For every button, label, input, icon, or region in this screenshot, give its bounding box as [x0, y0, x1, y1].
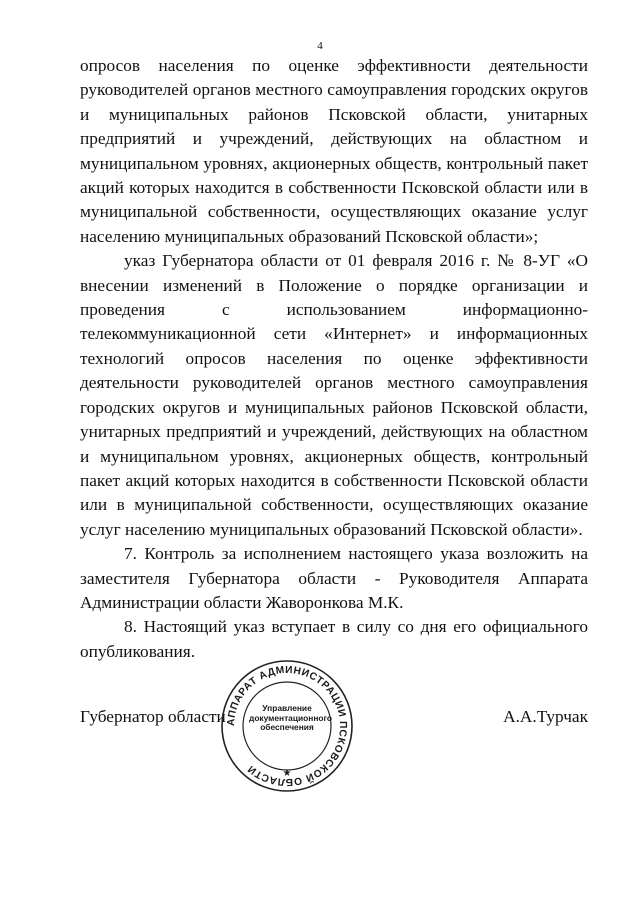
- document-body: [80, 54, 588, 664]
- stamp-ring-text: АППАРАТ АДМИНИСТРАЦИИ ПСКОВСКОЙ ОБЛАСТИ: [225, 664, 349, 788]
- paragraph-decree-reference: указ Губернатора области от 01 февраля 2016 г. № 8-УГ «О внесении изменений в Положение о порядке организации и проведения с использованием информационно-телекоммуникационной сети «Интернет» и информационных технологий опросов населения по оценке эффективности деятельности руководителей органов местного самоуправления городских округов и муниципальных районов Псковской области, унитарных предприятий и учреждений, действующих на областном и муниципальном уровнях, акционерных обществ, контрольный пакет акций которых находится в собственности Псковской области или в муниципальной собственности, осуществляющих оказание услуг населению муниципальных образований Псковской области».: [80, 251, 588, 539]
- stamp-star-icon: ★: [282, 768, 292, 779]
- stamp-center-text: [249, 703, 332, 733]
- signature-position: Губернатор области: [80, 707, 226, 726]
- official-stamp: [219, 658, 355, 794]
- stamp-center-line: документационного: [249, 712, 332, 723]
- stamp-center-line: Управление: [262, 703, 312, 713]
- paragraph-item-8: 8. Настоящий указ вступает в силу со дня его официального опубликования.: [80, 617, 588, 661]
- paragraph-item-7: 7. Контроль за исполнением настоящего указа возложить на заместителя Губернатора области - Руководителя Аппарата Администрации области Жаворонкова М.К.: [80, 544, 588, 612]
- signature-name: А.А.Турчак: [503, 707, 588, 726]
- paragraph-continuation: опросов населения по оценке эффективности деятельности руководителей органов местного самоуправления городских округов и муниципальных районов Псковской области, унитарных предприятий и учреждений, действующих на областном и муниципальном уровнях, акционерных обществ, контрольный пакет акций которых находится в собственности Псковской области или в муниципальной собственности, осуществляющих оказание услуг населению муниципальных образований Псковской области»;: [80, 56, 588, 246]
- page-number: 4: [317, 40, 323, 52]
- stamp-center-line: обеспечения: [260, 722, 314, 733]
